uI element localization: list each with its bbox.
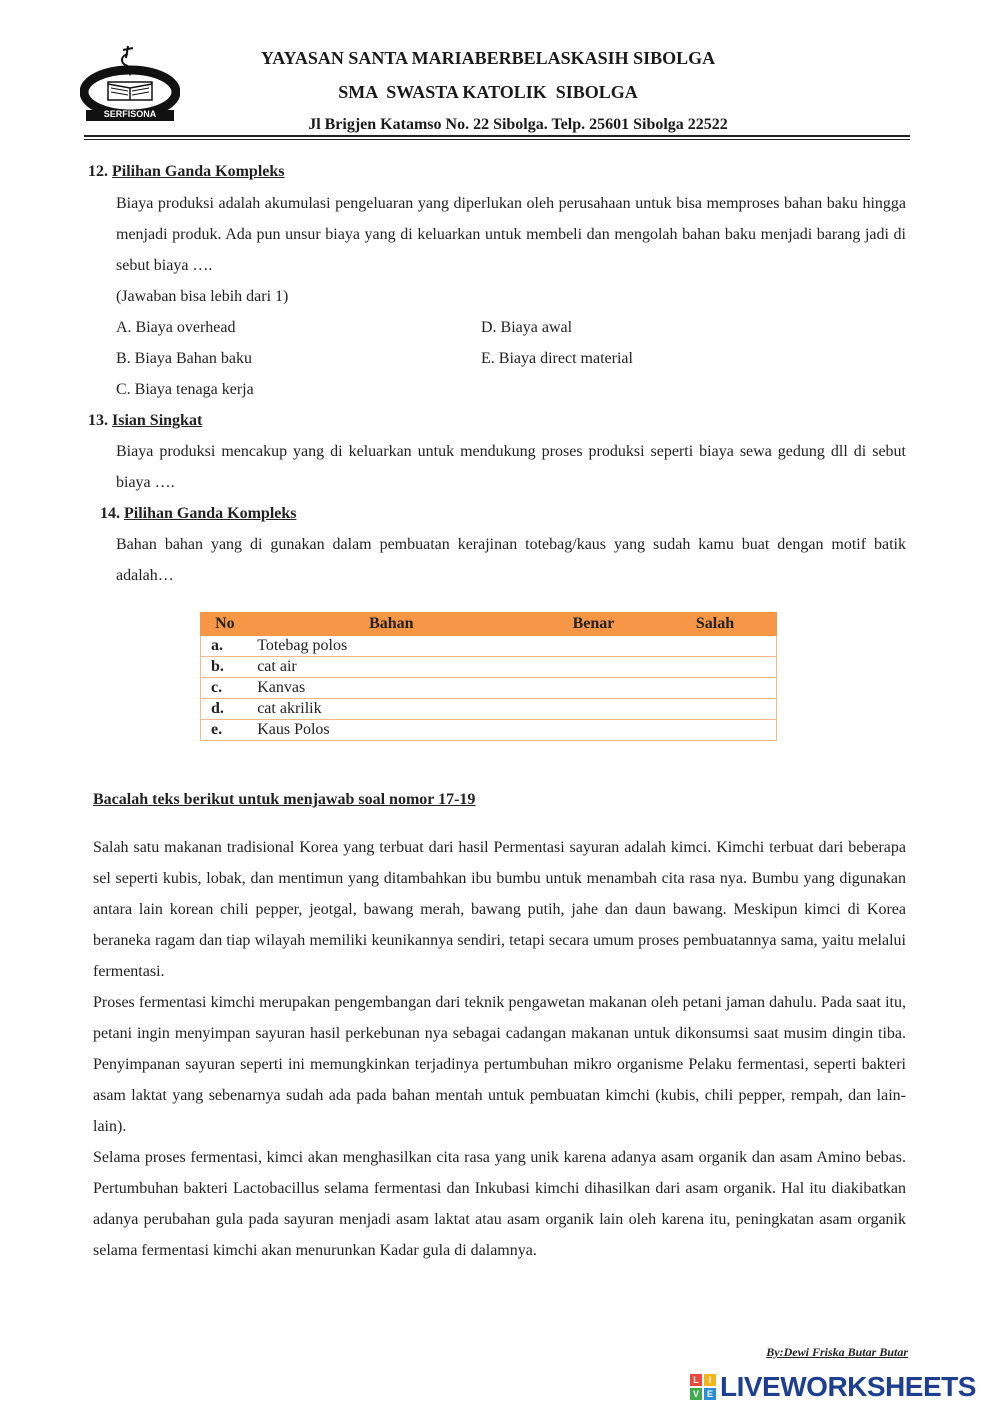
q12-title: Pilihan Ganda Kompleks [112, 163, 285, 180]
q12-option-e[interactable]: E. Biaya direct material [481, 350, 633, 367]
col-bahan: Bahan [249, 613, 533, 636]
row-no: a. [201, 636, 250, 657]
q12-option-d[interactable]: D. Biaya awal [481, 319, 573, 336]
logo-letter: L [690, 1374, 702, 1386]
header-rule-thick [84, 135, 910, 137]
liveworksheets-brand[interactable] [690, 1370, 976, 1404]
bahan-table [200, 612, 777, 741]
row-bahan: cat air [249, 657, 533, 678]
q12-heading [88, 162, 285, 182]
row-no: b. [201, 657, 250, 678]
col-no: No [201, 613, 250, 636]
row-no: c. [201, 678, 250, 699]
row-benar-cell[interactable] [533, 657, 653, 678]
table-row [201, 657, 777, 678]
row-bahan: Kaus Polos [249, 720, 533, 741]
table-row [201, 699, 777, 720]
row-benar-cell[interactable] [533, 699, 653, 720]
school-address: Jl Brigjen Katamso No. 22 Sibolga. Telp. 25601 Sibolga 22522 [308, 116, 728, 133]
reading-heading: Bacalah teks berikut untuk menjawab soal nomor 17-19 [93, 791, 476, 808]
row-salah-cell[interactable] [653, 699, 776, 720]
liveworksheets-wordmark: LIVEWORKSHEETS [720, 1371, 976, 1402]
row-salah-cell[interactable] [653, 678, 776, 699]
col-salah: Salah [653, 613, 776, 636]
school-logo [80, 44, 180, 122]
row-no: d. [201, 699, 250, 720]
q12-text: Biaya produksi adalah akumulasi pengeluaran yang diperlukan oleh perusahaan untuk bisa memproses bahan baku hingga menjadi produk. Ada pun unsur biaya yang di keluarkan untuk membeli dan mengolah bahan baku menjadi barang jadi di sebut biaya …. [116, 195, 906, 274]
row-salah-cell[interactable] [653, 636, 776, 657]
header-rule-thin [84, 139, 910, 140]
row-benar-cell[interactable] [533, 720, 653, 741]
row-bahan: Kanvas [249, 678, 533, 699]
logo-letter: V [690, 1388, 702, 1400]
row-benar-cell[interactable] [533, 636, 653, 657]
row-no: e. [201, 720, 250, 741]
reading-paragraph-2: Proses fermentasi kimchi merupakan pengembangan dari teknik pengawetan makanan oleh petani jaman dahulu. Pada saat itu, petani ingin menyimpan sayuran hasil perkebunan nya sebagai cadangan makanan untuk dikonsumsi saat musim dingin tiba. Penyimpanan sayuran seperti ini memungkinkan terjadinya pertumbuhan mikro organisme Pelaku fermentasi, seperti bakteri asam laktat yang sebenarnya sudah ada pada bahan mentah untuk pembuatan kimchi (kubis, chili pepper, rempah, dan lain-lain). [93, 994, 906, 1135]
bahan-table-header [201, 613, 777, 636]
reading-paragraph-1: Salah satu makanan tradisional Korea yang terbuat dari hasil Permentasi sayuran adalah kimci. Kimchi terbuat dari beberapa sel seperti kubis, lobak, dan mentimun yang ditambahkan ibu bumbu untuk menambah cita rasa nya. Bumbu yang digunakan antara lain korean chili pepper, jeotgal, bawang merah, bawang putih, jahe dan daun bawang. Meskipun kimci di Korea beraneka ragam dan tiap wilayah memiliki keunikannya sendiri, tetapi secara umum proses pembuatannya sama, yaitu melalui fermentasi. [93, 839, 906, 980]
q13-number: 13. [88, 412, 108, 429]
q12-option-b[interactable]: B. Biaya Bahan baku [116, 350, 252, 367]
q13-text: Biaya produksi mencakup yang di keluarkan untuk mendukung proses produksi seperti biaya sewa gedung dll di sebut biaya …. [116, 443, 906, 491]
row-benar-cell[interactable] [533, 678, 653, 699]
row-bahan: Totebag polos [249, 636, 533, 657]
logo-letter: E [704, 1388, 716, 1400]
q12-note: (Jawaban bisa lebih dari 1) [116, 288, 289, 305]
q13-heading [88, 411, 202, 431]
table-row [201, 678, 777, 699]
q13-title: Isian Singkat [112, 412, 203, 429]
table-row [201, 720, 777, 741]
col-benar: Benar [533, 613, 653, 636]
q14-number: 14. [100, 505, 120, 522]
row-salah-cell[interactable] [653, 720, 776, 741]
author-credit: By:Dewi Friska Butar Butar [766, 1345, 908, 1359]
row-salah-cell[interactable] [653, 657, 776, 678]
school-name: SMA SWASTA KATOLIK SIBOLGA [338, 82, 638, 102]
foundation-name: YAYASAN SANTA MARIABERBELASKASIH SIBOLGA [260, 48, 716, 68]
q14-heading [100, 504, 297, 524]
logo-text: SERFISONA [103, 109, 157, 119]
q12-option-c[interactable]: C. Biaya tenaga kerja [116, 381, 254, 398]
table-row [201, 636, 777, 657]
logo-letter: I [704, 1374, 716, 1386]
reading-paragraph-3: Selama proses fermentasi, kimci akan menghasilkan cita rasa yang unik karena adanya asam organik dan asam Amino bebas. Pertumbuhan bakteri Lactobacillus selama fermentasi dan Inkubasi kimchi dihasilkan dari asam organik. Hal itu diakibatkan adanya perubahan gula pada sayuran menjadi asam laktat atau asam organik lain oleh karena itu, peningkatan asam organik selama fermentasi kimchi akan menurunkan Kadar gula di dalamnya. [93, 1149, 906, 1259]
q12-number: 12. [88, 163, 108, 180]
q12-option-a[interactable]: A. Biaya overhead [116, 319, 236, 336]
row-bahan: cat akrilik [249, 699, 533, 720]
liveworksheets-logo-icon [690, 1374, 716, 1400]
q14-text: Bahan bahan yang di gunakan dalam pembuatan kerajinan totebag/kaus yang sudah kamu buat dengan motif batik adalah… [116, 536, 906, 584]
q14-title: Pilihan Ganda Kompleks [124, 505, 297, 522]
